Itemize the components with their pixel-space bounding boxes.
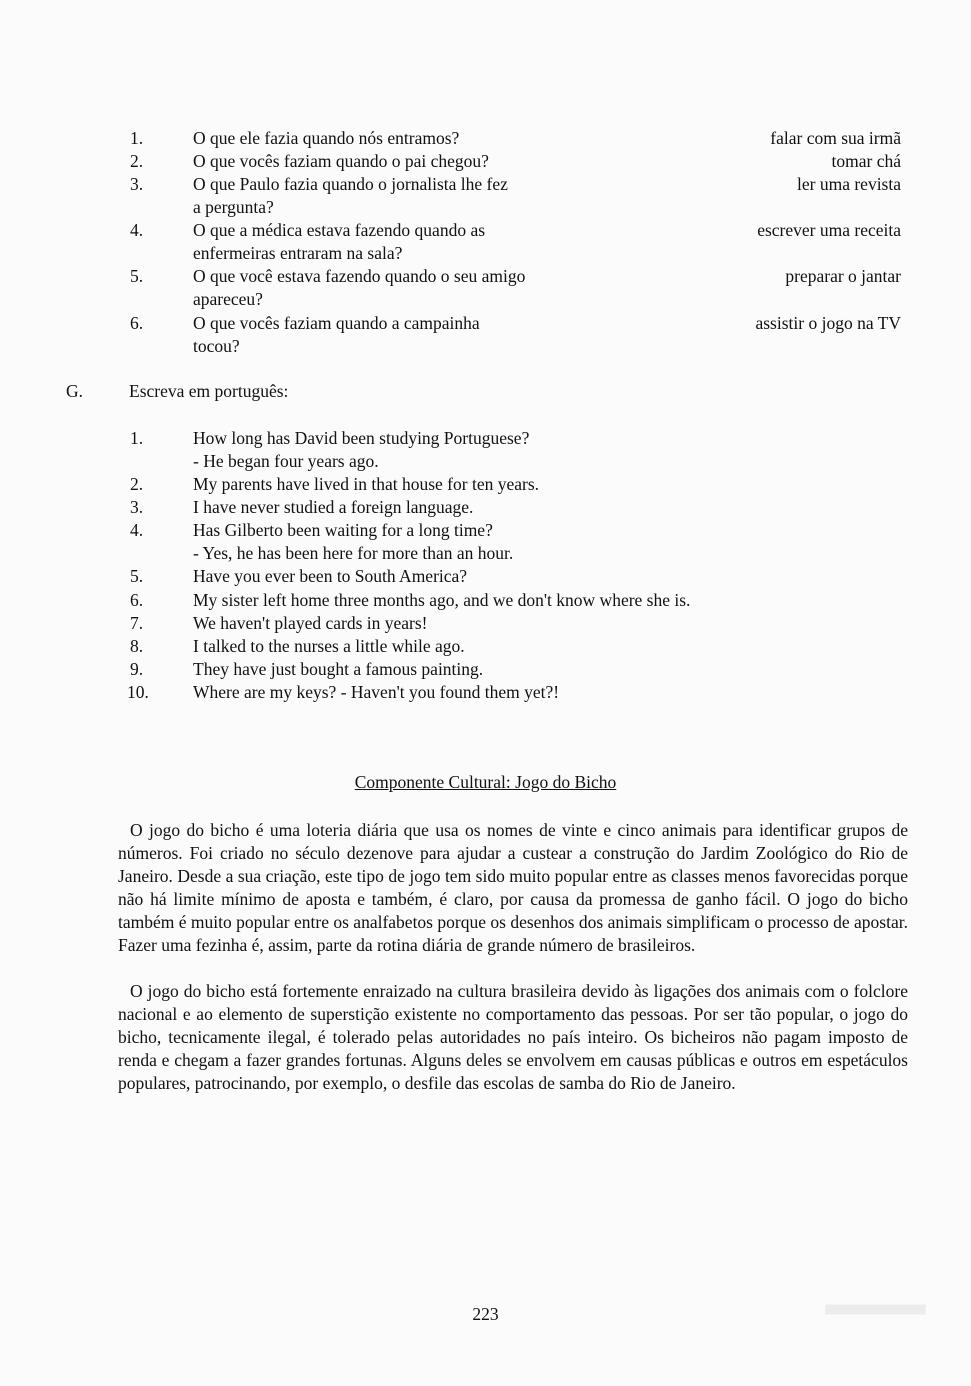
question-number: 5. (130, 266, 144, 286)
item-text: Where are my keys? - Haven't you found them yet?! (193, 682, 560, 702)
item-number: 8. (130, 636, 144, 656)
question-text: apareceu? (193, 289, 263, 309)
question-number: 3. (130, 174, 144, 194)
section-title: Escreva em português: (129, 381, 289, 401)
cultural-paragraph-1: O jogo do bicho é uma loteria diária que usa os nomes de vinte e cinco animais para identificar grupos de números. Foi criado no século dezenove para ajudar a custear a construção do Jardim Zoológico do Rio de Janeiro. Desde a sua criação, este tipo de jogo tem sido muito popular entre as classes menos favorecidas porque não há limite mínimo de aposta e também, é claro, por causa da promessa de ganho fácil. O jogo do bicho também é muito popular entre os analfabetos porque os desenhos dos animais simplificam o processo de apostar. Fazer uma fezinha é, assim, parte da rotina diária de grande número de brasileiros. (118, 820, 908, 955)
item-text: How long has David been studying Portuguese? (193, 428, 530, 448)
item-text: - He began four years ago. (193, 451, 379, 471)
item-text: Has Gilberto been waiting for a long time? (193, 520, 493, 540)
answer-cue: falar com sua irmã (770, 128, 901, 148)
question-text: a pergunta? (193, 197, 274, 217)
item-number: 4. (130, 520, 144, 540)
item-text: I have never studied a foreign language. (193, 497, 474, 517)
question-text: enfermeiras entraram na sala? (193, 243, 403, 263)
item-number: 7. (130, 613, 144, 633)
answer-cue: ler uma revista (797, 174, 901, 194)
page-number: 223 (472, 1304, 499, 1324)
item-text: My parents have lived in that house for ten years. (193, 474, 540, 494)
item-number: 9. (130, 659, 144, 679)
item-number: 1. (130, 428, 144, 448)
item-text: Have you ever been to South America? (193, 566, 468, 586)
item-number: 5. (130, 566, 144, 586)
question-text: O que vocês faziam quando a campainha (193, 313, 480, 333)
bleed-through-decoration: ─ (825, 1228, 931, 1383)
question-number: 4. (130, 220, 144, 240)
question-number: 6. (130, 313, 144, 333)
item-number: 2. (130, 474, 144, 494)
item-text: We haven't played cards in years! (193, 613, 428, 633)
question-text: O que Paulo fazia quando o jornalista lhe fez (193, 174, 508, 194)
item-text: - Yes, he has been here for more than an hour. (193, 543, 514, 563)
question-text: O que você estava fazendo quando o seu amigo (193, 266, 526, 286)
question-text: O que a médica estava fazendo quando as (193, 220, 486, 240)
cultural-paragraph-2: O jogo do bicho está fortemente enraizado na cultura brasileira devido às ligações dos animais com o folclore nacional e ao elemento de superstição existente no comportamento das pessoas. Por ser tão popular, o jogo do bicho, tecnicamente ilegal, é tolerado pelas autoridades no país inteiro. Os bicheiros não pagam imposto de renda e chegam a fazer grandes fortunas. Alguns deles se envolvem em causas públicas e outros em espetáculos populares, patrocinando, por exemplo, o desfile das escolas de samba do Rio de Janeiro. (118, 981, 908, 1093)
answer-cue: tomar chá (831, 151, 901, 171)
answer-cue: escrever uma receita (757, 220, 901, 240)
answer-cue: assistir o jogo na TV (755, 313, 901, 333)
section-letter: G. (66, 381, 84, 401)
question-number: 1. (130, 128, 144, 148)
answer-cue: preparar o jantar (785, 266, 901, 286)
item-number: 6. (130, 590, 144, 610)
item-text: I talked to the nurses a little while ago. (193, 636, 465, 656)
item-number: 3. (130, 497, 144, 517)
question-number: 2. (130, 151, 144, 171)
item-text: They have just bought a famous painting. (193, 659, 484, 679)
item-text: My sister left home three months ago, and we don't know where she is. (193, 590, 691, 610)
question-text: O que vocês faziam quando o pai chegou? (193, 151, 489, 171)
item-number: 10. (127, 682, 149, 702)
question-text: O que ele fazia quando nós entramos? (193, 128, 460, 148)
cultural-title: Componente Cultural: Jogo do Bicho (354, 772, 617, 792)
question-text: tocou? (193, 336, 240, 356)
